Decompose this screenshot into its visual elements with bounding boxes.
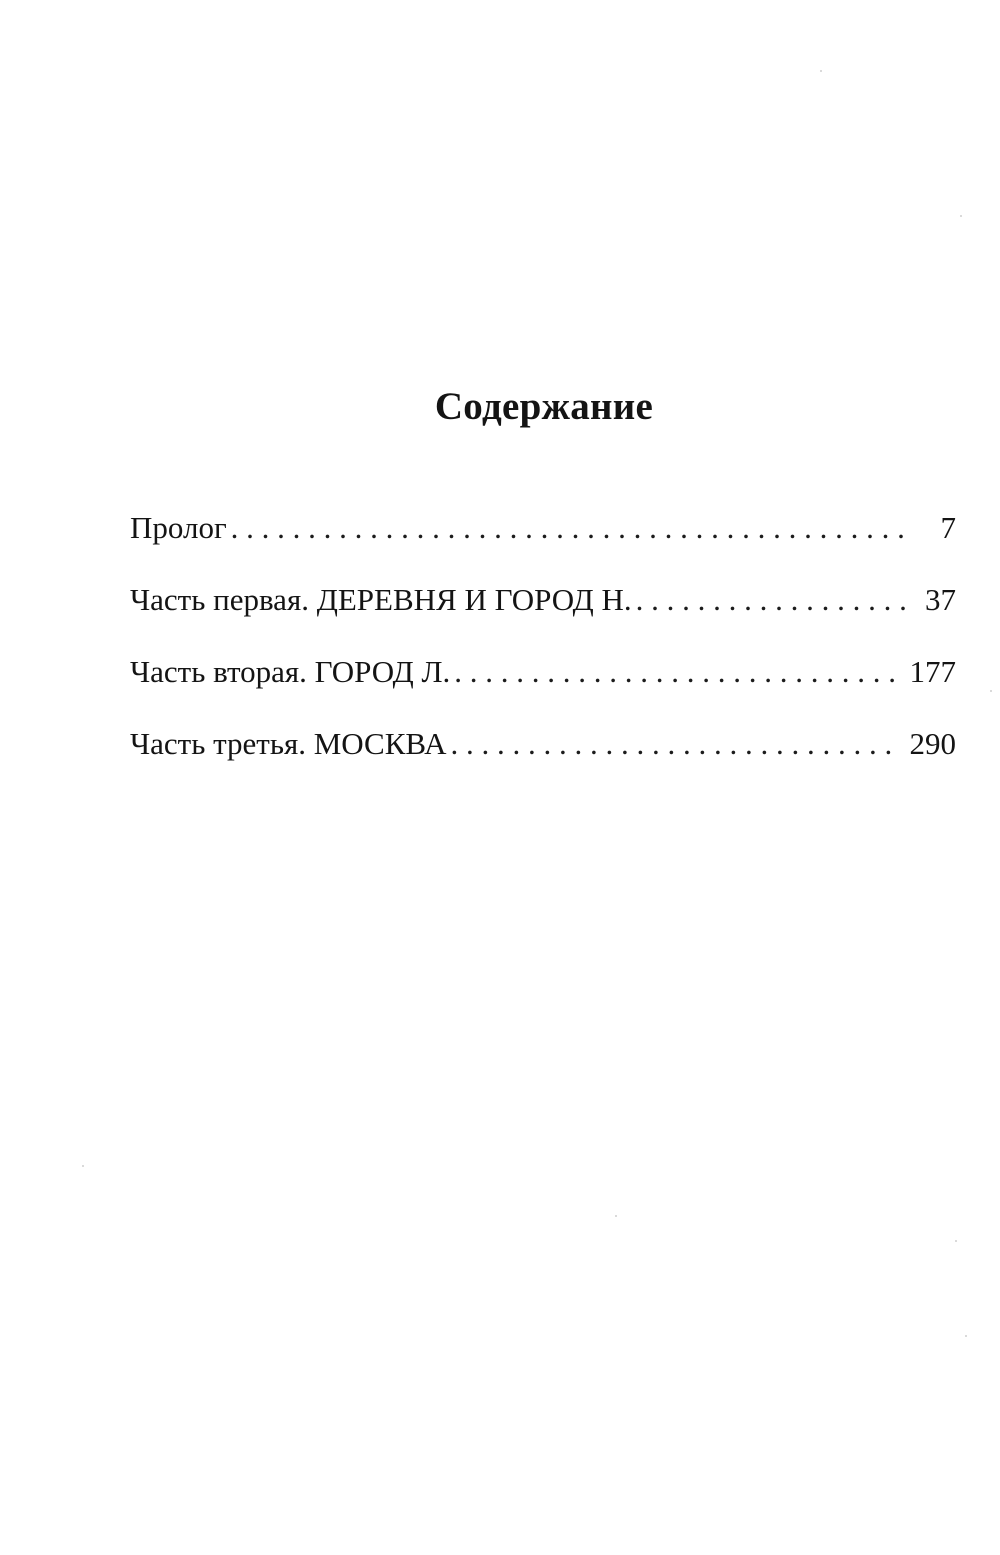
paper-speck: [955, 1240, 957, 1242]
paper-speck: [82, 1165, 84, 1167]
dot-leader: [454, 650, 895, 694]
toc-title: Содержание: [434, 385, 654, 428]
toc-entry-page-number: 177: [909, 654, 956, 689]
toc-entry-part-one[interactable]: [130, 578, 956, 650]
toc-entry-page-number: 290: [909, 726, 956, 761]
toc-entry-label: Часть вторая. ГОРОД Л.: [130, 654, 451, 689]
dot-leader: [451, 722, 896, 766]
dot-leader: [231, 506, 912, 550]
toc-list: [130, 506, 956, 794]
toc-entry-page-number: 37: [925, 582, 956, 617]
toc-entry-label: Пролог: [130, 510, 227, 545]
toc-entry-label: Часть третья. МОСКВА: [130, 726, 447, 761]
toc-entry-prologue[interactable]: [130, 506, 956, 578]
toc-entry-label: Часть первая. ДЕРЕВНЯ И ГОРОД Н.: [130, 582, 632, 617]
paper-speck: [615, 1215, 617, 1217]
dot-leader: [636, 578, 911, 622]
paper-speck: [960, 215, 962, 217]
paper-speck: [820, 70, 822, 72]
toc-entry-part-two[interactable]: [130, 650, 956, 722]
toc-entry-part-three[interactable]: [130, 722, 956, 794]
paper-speck: [990, 690, 992, 692]
paper-speck: [965, 1335, 967, 1337]
toc-entry-page-number: 7: [940, 510, 956, 545]
